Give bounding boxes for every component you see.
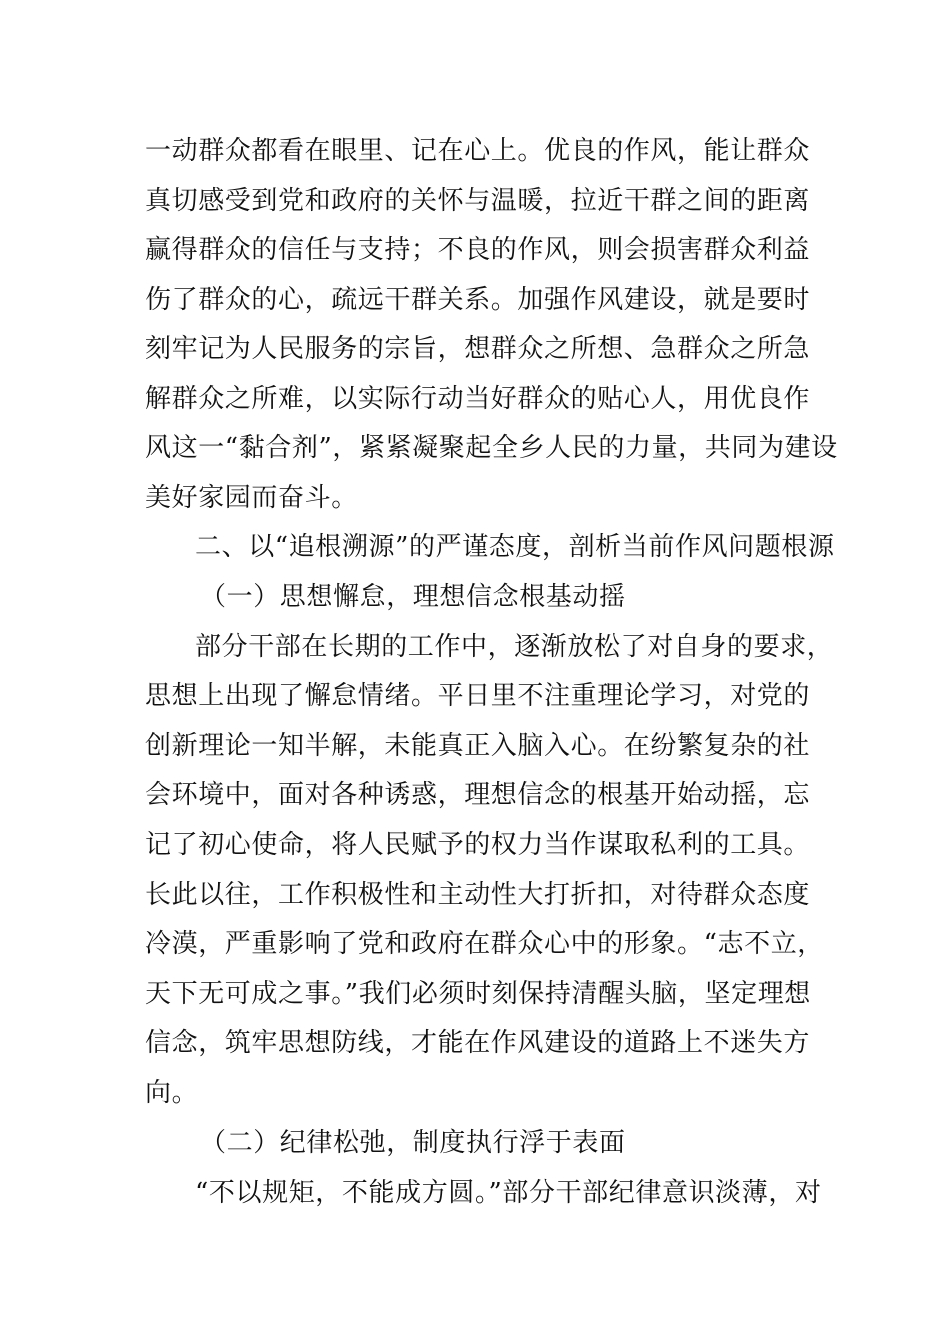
- text-line: 真切感受到党和政府的关怀与温暖，拉近干群之间的距离: [145, 186, 811, 216]
- paragraph-first-line: “不以规矩，不能成方圆。”部分干部纪律意识淡薄，对: [195, 1178, 822, 1208]
- subsection-heading: （一）思想懈怠，理想信念根基动摇: [200, 582, 626, 612]
- text-line: 天下无可成之事。”我们必须时刻保持清醒头脑，坚定理想: [145, 979, 811, 1009]
- text-line: 信念，筑牢思想防线，才能在作风建设的道路上不迷失方: [145, 1028, 811, 1058]
- text-line: 冷漠，严重影响了党和政府在群众心中的形象。“志不立，: [145, 929, 824, 959]
- text-line: 长此以往，工作积极性和主动性大打折扣，对待群众态度: [145, 880, 811, 910]
- text-line: 伤了群众的心，疏远干群关系。加强作风建设，就是要时: [145, 285, 811, 315]
- text-line: 思想上出现了懈怠情绪。平日里不注重理论学习，对党的: [145, 681, 811, 711]
- text-line: 刻牢记为人民服务的宗旨，想群众之所想、急群众之所急: [145, 334, 811, 364]
- text-line: 向。: [145, 1078, 199, 1108]
- text-line: 创新理论一知半解，未能真正入脑入心。在纷繁复杂的社: [145, 731, 811, 761]
- text-line: 赢得群众的信任与支持；不良的作风，则会损害群众利益: [145, 235, 811, 265]
- subsection-heading: （二）纪律松弛，制度执行浮于表面: [200, 1128, 626, 1158]
- text-line: 解群众之所难，以实际行动当好群众的贴心人，用优良作: [145, 384, 811, 414]
- text-line: 风这一“黏合剂”，紧紧凝聚起全乡人民的力量，共同为建设: [145, 433, 838, 463]
- paragraph-first-line: 部分干部在长期的工作中，逐渐放松了对自身的要求，: [195, 632, 834, 662]
- text-line: 会环境中，面对各种诱惑，理想信念的根基开始动摇，忘: [145, 780, 811, 810]
- text-line: 记了初心使命，将人民赋予的权力当作谋取私利的工具。: [145, 830, 811, 860]
- text-line: 美好家园而奋斗。: [145, 483, 358, 513]
- section-heading: 二、以“追根溯源”的严谨态度，剖析当前作风问题根源: [195, 532, 835, 562]
- text-line: 一动群众都看在眼里、记在心上。优良的作风，能让群众: [145, 136, 811, 166]
